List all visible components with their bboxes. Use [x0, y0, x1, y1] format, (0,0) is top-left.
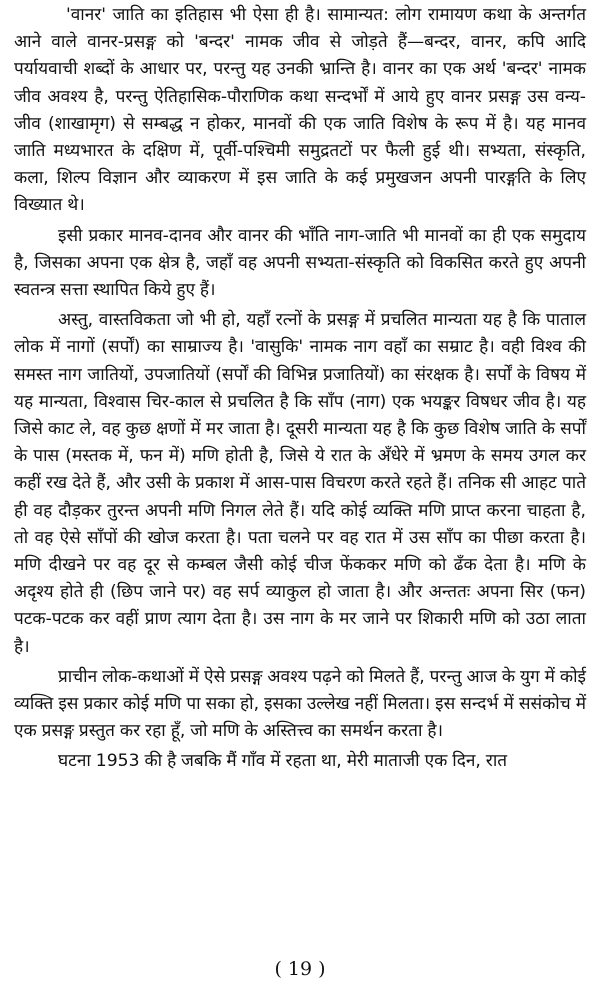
paragraph-folk-tales: प्राचीन लोक-कथाओं में ऐसे प्रसङ्ग अवश्य पढ़ने को मिलते हैं, परन्तु आज के युग में कोई व्यक्ति इस प्रकार कोई मणि पा सका हो, इसका उल्लेख नहीं मिलता। इस सन्दर्भ में ससंकोच में एक प्रसङ्ग प्रस्तुत कर रहा हूँ, जो मणि के अस्तित्त्व का समर्थन करता है। — [14, 666, 586, 742]
paragraph-naga-community: इसी प्रकार मानव-दानव और वानर की भाँति नाग-जाति भी मानवों का ही एक समुदाय है, जिसका अपना एक क्षेत्र है, जहाँ वह अपनी सभ्यता-संस्कृति को विकसित करते हुए अपनी स्वतन्त्र सत्ता स्थापित किये हुए हैं। — [14, 225, 586, 301]
body-text — [14, 2, 586, 776]
paragraph-incident-1953: घटना 1953 की है जबकि मैं गाँव में रहता था, मेरी माताजी एक दिन, रात — [58, 751, 508, 772]
page-number: ( 19 ) — [274, 958, 326, 980]
paragraph-vanar-history: 'वानर' जाति का इतिहास भी ऐसा ही है। सामान्यत: लोग रामायण कथा के अन्तर्गत आने वाले वानर-प्रसङ्ग को 'बन्दर' नामक जीव से जोड़ते हैं—बन्दर, वानर, कपि आदि पर्यायवाची शब्दों के आधार पर, परन्तु यह उनकी भ्रान्ति है। वानर का एक अर्थ 'बन्दर' नामक जीव अवश्य है, परन्तु ऐतिहासिक-पौराणिक कथा सन्दर्भों में आये हुए वानर प्रसङ्ग उस वन्य-जीव (शाखामृग) से सम्बद्ध न होकर, मानवों की एक जाति विशेष के रूप में है। यह मानव जाति मध्यभारत के दक्षिण में, पूर्वी-पश्चिमी समुद्रतटों पर फैली हुई थी। सभ्यता, संस्कृति, कला, शिल्प विज्ञान और व्याकरण में इस जाति के कई प्रमुखजन अपनी पारङ्गति के लिए विख्यात थे। — [14, 5, 586, 216]
paragraph-naga-mani-belief: अस्तु, वास्तविकता जो भी हो, यहाँ रत्नों के प्रसङ्ग में प्रचलित मान्यता यह है कि पाताल लोक में नागों (सर्पों) का साम्राज्य है। 'वासुकि' नामक नाग वहाँ का सम्राट है। वही विश्व की समस्त नाग जातियों, उपजातियों (सर्पों की विभिन्न प्रजातियों) का संरक्षक है। सर्पों के विषय में यह मान्यता, विश्वास चिर-काल से प्रचलित है कि साँप (नाग) एक भयङ्कर विषधर जीव है। यह जिसे काट ले, वह कुछ क्षणों में मर जाता है। दूसरी मान्यता यह है कि कुछ विशेष जाति के सर्पों के पास (मस्तक में, फन में) मणि होती है, जिसे ये रात के अँधेरे में भ्रमण के समय उगल कर कहीं रख देते हैं, और उसी के प्रकाश में आस-पास विचरण करते रहते हैं। तनिक सी आहट पाते ही वह दौड़कर तुरन्त अपनी मणि निगल लेते हैं। यदि कोई व्यक्ति मणि प्राप्त करना चाहता है, तो वह ऐसे साँपों की खोज करता है। पता चलने पर वह रात में उस साँप का पीछा करता है। मणि दीखने पर वह दूर से कम्बल जैसी कोई चीज फेंककर मणि को ढँक देता है। मणि के अदृश्य होते ही (छिप जाने पर) वह सर्प व्याकुल हो जाता है। और अन्ततः अपना सिर (फन) पटक-पटक कर वहीं प्राण त्याग देता है। उस नाग के मर जाने पर शिकारी मणि को उठा लाता है। — [14, 310, 586, 657]
